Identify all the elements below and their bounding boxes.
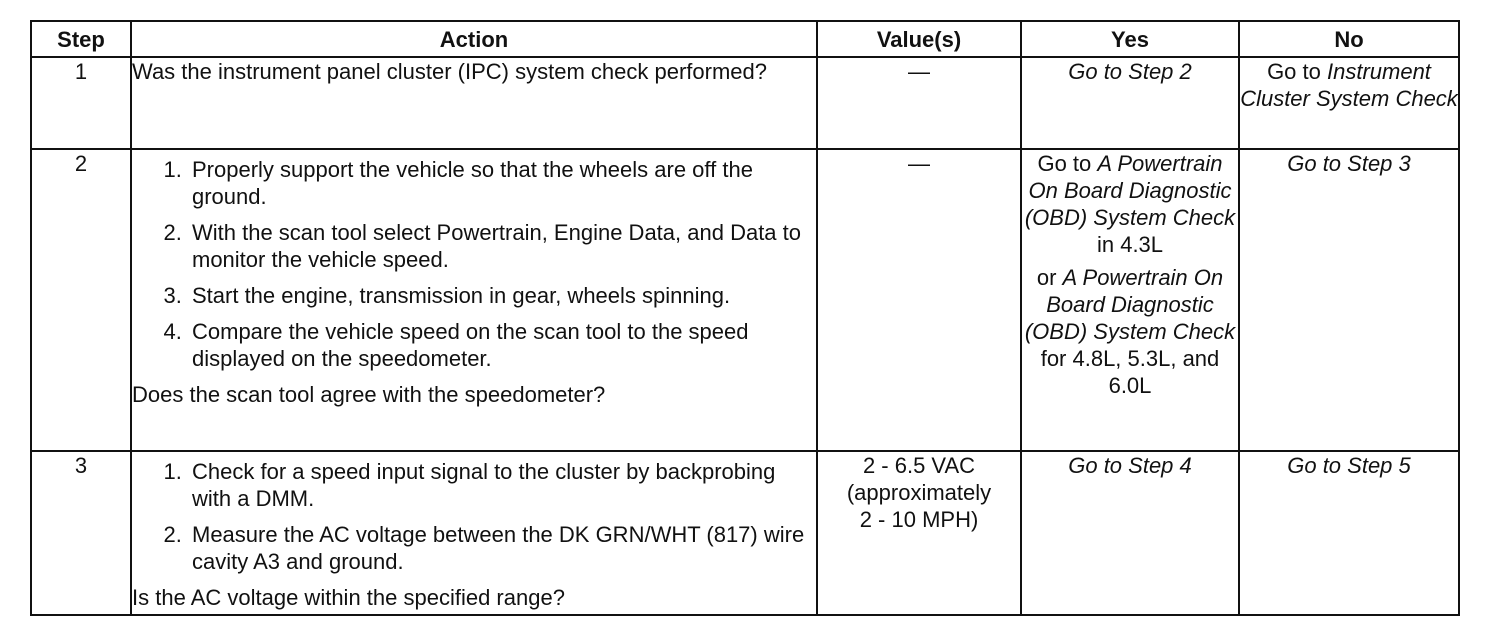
no-prefix: Go to (1267, 59, 1327, 84)
value-line: (approximately (846, 480, 992, 505)
table-row (31, 149, 1459, 451)
value-line: 2 - 6.5 VAC (862, 453, 976, 478)
header-step: Step (31, 21, 131, 57)
no-cell (1239, 149, 1459, 451)
value-cell (817, 57, 1021, 149)
no-link[interactable]: Go to Step 3 (1287, 151, 1411, 176)
diagnostic-table (30, 20, 1460, 616)
value-dash: — (908, 59, 930, 84)
yes-paragraph-2 (1022, 264, 1238, 399)
yes-paragraph-1 (1022, 150, 1238, 258)
step-number: 1 (31, 57, 131, 149)
yes-link[interactable]: A Powertrain On Board Diagnostic (OBD) System Check (1024, 151, 1236, 230)
no-cell (1239, 57, 1459, 149)
yes-suffix: in 4.3L (1096, 232, 1164, 257)
header-row (31, 21, 1459, 57)
yes-prefix: or (1036, 265, 1063, 290)
action-cell (131, 149, 817, 451)
yes-cell (1021, 451, 1239, 615)
header-no: No (1239, 21, 1459, 57)
action-steps-list (132, 156, 816, 372)
no-link[interactable]: Instrument Cluster System Check (1240, 59, 1458, 111)
yes-suffix: for 4.8L, 5.3L, and 6.0L (1040, 346, 1220, 398)
header-values: Value(s) (817, 21, 1021, 57)
action-cell (131, 57, 817, 149)
action-step-item: 3. Start the engine, transmission in gear, wheels spinning. (188, 282, 816, 309)
action-step-item: 1. Check for a speed input signal to the cluster by backprobing with a DMM. (188, 458, 816, 512)
action-steps-list (132, 458, 816, 575)
action-step-item: 4. Compare the vehicle speed on the scan tool to the speed displayed on the speedometer. (188, 318, 816, 372)
step-number: 2 (31, 149, 131, 451)
step-number: 3 (31, 451, 131, 615)
value-dash: — (908, 151, 930, 176)
action-cell (131, 451, 817, 615)
action-question: Is the AC voltage within the specified range? (132, 585, 565, 610)
yes-link[interactable]: Go to Step 2 (1068, 59, 1192, 84)
yes-link[interactable]: Go to Step 4 (1068, 453, 1192, 478)
action-question: Does the scan tool agree with the speedometer? (132, 382, 606, 407)
no-link[interactable]: Go to Step 5 (1287, 453, 1411, 478)
header-yes: Yes (1021, 21, 1239, 57)
yes-cell (1021, 57, 1239, 149)
value-cell (817, 451, 1021, 615)
action-step-item: 2. With the scan tool select Powertrain, Engine Data, and Data to monitor the vehicle speed. (188, 219, 816, 273)
yes-link[interactable]: A Powertrain On Board Diagnostic (OBD) System Check (1024, 265, 1236, 344)
yes-cell (1021, 149, 1239, 451)
action-step-item: 2. Measure the AC voltage between the DK GRN/WHT (817) wire cavity A3 and ground. (188, 521, 816, 575)
action-text: Was the instrument panel cluster (IPC) system check performed? (132, 59, 767, 84)
no-cell (1239, 451, 1459, 615)
table-row (31, 451, 1459, 615)
header-action: Action (131, 21, 817, 57)
yes-prefix: Go to (1037, 151, 1098, 176)
table-row (31, 57, 1459, 149)
value-cell (817, 149, 1021, 451)
value-line: 2 - 10 MPH) (859, 507, 979, 532)
action-step-item: 1. Properly support the vehicle so that the wheels are off the ground. (188, 156, 816, 210)
